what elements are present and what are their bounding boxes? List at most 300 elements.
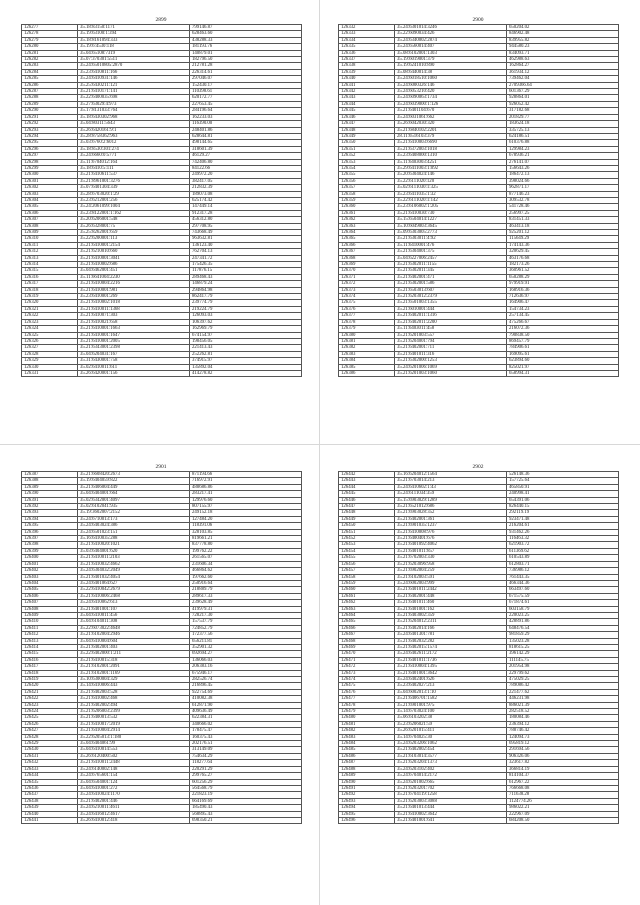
code-cell: 35.21:6703014:213 <box>395 478 507 484</box>
page-number: 2900 <box>472 17 484 23</box>
value-cell: 117876.15 <box>190 268 302 274</box>
row-id-cell: 126393 <box>22 510 78 516</box>
code-cell: 35.26:6328001:75 <box>78 223 190 229</box>
value-cell: 382417.05 <box>190 178 302 184</box>
value-cell: 625174.42 <box>190 197 302 203</box>
table-row <box>22 370 302 376</box>
row-id-cell: 126426 <box>22 721 78 727</box>
code-cell: 35.14:6703024:100 <box>395 709 507 715</box>
row-id-cell: 126461 <box>339 593 395 599</box>
value-cell: 226314.61 <box>190 69 302 75</box>
row-id-cell: 126328 <box>22 351 78 357</box>
value-cell: 135892.04 <box>190 364 302 370</box>
row-id-cell: 126331 <box>22 370 78 376</box>
value-cell: 761443.35 <box>507 574 619 580</box>
code-cell: 35.04:6404061:99 <box>78 741 190 747</box>
value-cell: 297046.07 <box>190 76 302 82</box>
code-cell: 35.21:6410611:537 <box>78 172 190 178</box>
code-cell: 35.21:6203204:1373 <box>395 760 507 766</box>
code-cell: 35.21:6410001:2154 <box>78 242 190 248</box>
code-cell: 35.22:6073022:4648 <box>78 625 190 631</box>
value-cell: 135023.28 <box>507 638 619 644</box>
page-number: 2902 <box>472 464 484 470</box>
row-id-cell: 126385 <box>339 364 395 370</box>
value-cell: 446231.98 <box>507 696 619 702</box>
value-cell: 361934.12 <box>507 69 619 75</box>
row-id-cell: 126395 <box>22 523 78 529</box>
code-cell: 35.24:6501023:151 <box>78 529 190 535</box>
row-id-cell: 126310 <box>22 236 78 242</box>
value-cell: 831451.33 <box>507 217 619 223</box>
value-cell: 212832.39 <box>190 185 302 191</box>
row-id-cell: 126327 <box>22 345 78 351</box>
code-cell: 35.21:6410004:1395 <box>395 664 507 670</box>
row-id-cell: 126373 <box>339 287 395 293</box>
row-id-cell: 126364 <box>339 230 395 236</box>
value-cell: 129976.60 <box>190 497 302 503</box>
value-cell: 396142.29 <box>507 651 619 657</box>
value-cell: 118277.64 <box>190 760 302 766</box>
value-cell: 678936.21 <box>507 153 619 159</box>
value-cell: 202176.51 <box>190 741 302 747</box>
code-cell: 35.19:6404059:822 <box>78 478 190 484</box>
row-id-cell: 126344 <box>339 101 395 107</box>
row-id-cell: 126445 <box>339 491 395 497</box>
value-cell: 839955.82 <box>507 37 619 43</box>
row-id-cell: 126372 <box>339 281 395 287</box>
code-cell: 35.21:6401001:107 <box>78 606 190 612</box>
row-id-cell: 126477 <box>339 696 395 702</box>
value-cell: 231606.34 <box>190 561 302 567</box>
page-panel-bottom-left <box>21 463 302 824</box>
value-cell: 886021.39 <box>507 702 619 708</box>
code-cell: 35.21:6401011:316 <box>395 351 507 357</box>
row-id-cell: 126458 <box>339 574 395 580</box>
row-id-cell: 126374 <box>339 294 395 300</box>
code-cell: 35.21:6402001:361 <box>395 516 507 522</box>
code-cell: 35.21:6203012:2379 <box>395 294 507 300</box>
code-cell: 35.04:6410004:604 <box>78 638 190 644</box>
code-cell: 35.21:6201003:557 <box>395 332 507 338</box>
row-id-cell: 126471 <box>339 657 395 663</box>
value-cell: 146879.24 <box>190 281 302 287</box>
row-id-cell: 126281 <box>22 50 78 56</box>
code-cell: 35.04:6410014:553 <box>78 747 190 753</box>
value-cell: 282526.74 <box>190 677 302 683</box>
value-cell: 628463.60 <box>190 31 302 37</box>
value-cell: 826440.15 <box>507 504 619 510</box>
row-id-cell: 126474 <box>339 677 395 683</box>
row-id-cell: 126332 <box>339 25 395 31</box>
value-cell: 227653.45 <box>190 101 302 107</box>
value-cell: 650204.02 <box>507 25 619 31</box>
row-id-cell: 126481 <box>339 721 395 727</box>
code-cell: 35.21:6840102:2201 <box>395 127 507 133</box>
value-cell: 712636.97 <box>507 294 619 300</box>
value-cell: 297708.95 <box>190 223 302 229</box>
code-cell: 35.21:6401013:444 <box>395 805 507 811</box>
value-cell: 620172.77 <box>190 95 302 101</box>
code-cell: 35.21:6400401:676 <box>395 536 507 542</box>
row-id-cell: 126406 <box>22 593 78 599</box>
code-cell: 35.18:6430302:968 <box>78 114 190 120</box>
code-cell: 35.21:6410001:1663 <box>78 326 190 332</box>
code-cell: 35.21:6410008:976 <box>395 529 507 535</box>
row-id-cell: 126325 <box>22 332 78 338</box>
value-cell: 926052.42 <box>507 101 619 107</box>
row-id-cell: 126368 <box>339 255 395 261</box>
code-cell: 35.21:6501003:1355 <box>395 300 507 306</box>
value-cell: 116390.00 <box>190 121 302 127</box>
code-cell: 35.21:6410015:318 <box>78 657 190 663</box>
row-id-cell: 126336 <box>339 50 395 56</box>
code-cell: 35.24:6710013:173 <box>78 516 190 522</box>
row-id-cell: 126435 <box>22 779 78 785</box>
code-cell: 35.25:8262001:659 <box>78 230 190 236</box>
row-id-cell: 126377 <box>339 313 395 319</box>
code-cell: 35.21:6102004:2946 <box>78 632 190 638</box>
table-row <box>339 370 619 376</box>
value-cell: 979919.91 <box>507 281 619 287</box>
row-id-cell: 126475 <box>339 683 395 689</box>
row-id-cell: 126408 <box>22 606 78 612</box>
value-cell: 671575.59 <box>507 593 619 599</box>
value-cell: 695819.12 <box>507 741 619 747</box>
value-cell: 465850.91 <box>507 484 619 490</box>
value-cell: 716972.91 <box>190 478 302 484</box>
code-cell: 35.21:6402011:2200 <box>395 319 507 325</box>
row-id-cell: 126301 <box>22 178 78 184</box>
value-cell: 181193.76 <box>190 44 302 50</box>
row-id-cell: 126280 <box>22 44 78 50</box>
code-cell: 35.17:8131033:764 <box>78 108 190 114</box>
row-id-cell: 126337 <box>339 57 395 63</box>
code-cell: 35.21:6204001:794 <box>395 338 507 344</box>
code-cell: 35.22:6400035:698 <box>78 95 190 101</box>
code-cell: 35.21:6102003:591 <box>395 574 507 580</box>
value-cell: 172377.56 <box>190 632 302 638</box>
row-id-cell: 126341 <box>339 82 395 88</box>
value-cell: 658994.31 <box>507 370 619 376</box>
value-cell: 462988.63 <box>507 57 619 63</box>
value-cell: 250916.64 <box>190 580 302 586</box>
value-cell: 656211.81 <box>190 638 302 644</box>
value-cell: 84122.66 <box>190 165 302 171</box>
value-cell: 736986.12 <box>507 568 619 574</box>
code-cell: 35.24:6090063:1734 <box>395 95 507 101</box>
code-cell: 35.21:6702003:330 <box>395 555 507 561</box>
code-cell: 35.22:6200001:113 <box>78 236 190 242</box>
row-id-cell: 126283 <box>22 63 78 69</box>
value-cell: 212781.28 <box>190 63 302 69</box>
row-id-cell: 126329 <box>22 358 78 364</box>
value-cell: 684208.50 <box>507 817 619 823</box>
code-cell: 35.26:6120400:502 <box>78 753 190 759</box>
value-cell: 837778.80 <box>190 542 302 548</box>
code-cell: 35.20:6304024:146 <box>395 172 507 178</box>
code-cell: 35.21:6410001:3041 <box>78 255 190 261</box>
code-cell: 35.18:6410:5:111 <box>78 165 190 171</box>
row-id-cell: 126361 <box>339 210 395 216</box>
value-cell: 825021.97 <box>507 364 619 370</box>
code-cell: 35.21:6402002:494 <box>78 702 190 708</box>
data-table <box>338 24 619 377</box>
code-cell: 35.21:6901035:1237 <box>395 523 507 529</box>
row-id-cell: 126379 <box>339 326 395 332</box>
row-id-cell: 126417 <box>22 664 78 670</box>
code-cell: 35.07:370301:5511 <box>78 57 190 63</box>
row-id-cell: 126278 <box>22 31 78 37</box>
value-cell: 189073.08 <box>190 191 302 197</box>
row-id-cell: 126416 <box>22 657 78 663</box>
value-cell: 115649.29 <box>507 236 619 242</box>
code-cell: 35.21:6410004:2914 <box>78 728 190 734</box>
row-id-cell: 126450 <box>339 523 395 529</box>
row-id-cell: 126334 <box>339 37 395 43</box>
code-cell: 35.21:6401104:670 <box>395 108 507 114</box>
row-id-cell: 126479 <box>339 709 395 715</box>
row-id-cell: 126298 <box>22 159 78 165</box>
row-id-cell: 126297 <box>22 153 78 159</box>
code-cell: 35.19:6019001:379 <box>395 57 507 63</box>
row-id-cell: 126399 <box>22 548 78 554</box>
row-id-cell: 126424 <box>22 709 78 715</box>
value-cell: 186472.13 <box>507 172 619 178</box>
row-id-cell: 126496 <box>339 817 395 823</box>
code-cell: 35.21:6401001:3642 <box>395 670 507 676</box>
code-cell: 35.11:6410001:476 <box>395 242 507 248</box>
value-cell: 1124774.26 <box>507 798 619 804</box>
row-id-cell: 126376 <box>339 306 395 312</box>
value-cell: 628644.81 <box>190 133 302 139</box>
code-cell: 35.21:6203003:3088 <box>395 798 507 804</box>
code-cell: 35.21:6410004:2216 <box>78 281 190 287</box>
code-cell: 35.24:6401064:627 <box>78 580 190 586</box>
value-cell: 923471.48 <box>507 516 619 522</box>
page-number: 2901 <box>155 464 167 470</box>
row-id-cell: 126340 <box>339 76 395 82</box>
row-id-cell: 126420 <box>22 683 78 689</box>
value-cell: 178475.47 <box>190 728 302 734</box>
code-cell: 35.24:6340002:2874 <box>395 37 507 43</box>
value-cell: 807155.97 <box>190 504 302 510</box>
value-cell: 221477.62 <box>507 689 619 695</box>
code-cell: 35.21:6521012:686 <box>395 504 507 510</box>
code-cell: 35.21:6103014:3577 <box>395 753 507 759</box>
row-id-cell: 126279 <box>22 37 78 43</box>
code-cell: 35.21:6410030:730 <box>395 210 507 216</box>
value-cell: 409636.49 <box>190 709 302 715</box>
code-cell: 35.21:6302011:345 <box>395 268 507 274</box>
value-cell: 46129.27 <box>190 153 302 159</box>
row-id-cell: 126333 <box>339 31 395 37</box>
value-cell: 160375.43 <box>190 734 302 740</box>
code-cell: 35.21:6402011:1316 <box>395 313 507 319</box>
value-cell: 183624.18 <box>507 121 619 127</box>
code-cell: 35.24:6416012:4617 <box>78 811 190 817</box>
row-id-cell: 126431 <box>22 753 78 759</box>
code-cell: 35.21:6402001:446 <box>78 798 190 804</box>
data-table <box>21 24 302 377</box>
code-cell: 35.21:6201003:1060 <box>395 370 507 376</box>
row-id-cell: 126282 <box>22 57 78 63</box>
row-id-cell: 126356 <box>339 178 395 184</box>
code-cell: 35.10:6049003:3645 <box>395 223 507 229</box>
code-cell: 35.04:80311:5643 <box>78 121 190 127</box>
row-id-cell: 126427 <box>22 728 78 734</box>
code-cell: 35.21:6372003:1018 <box>395 146 507 152</box>
row-id-cell: 126295 <box>22 140 78 146</box>
code-cell: 35.21:6410002:3642 <box>395 811 507 817</box>
value-cell: 240998.41 <box>507 491 619 497</box>
code-cell: 35.24:6403024:386 <box>78 523 190 529</box>
row-id-cell: 126338 <box>339 63 395 69</box>
row-id-cell: 126324 <box>22 326 78 332</box>
row-id-cell: 126492 <box>339 792 395 798</box>
value-cell: 289617.33 <box>190 593 302 599</box>
value-cell: 239628.49 <box>190 600 302 606</box>
value-cell: 962871.17 <box>507 185 619 191</box>
row-id-cell: 126482 <box>339 728 395 734</box>
row-id-cell: 126303 <box>22 191 78 197</box>
row-id-cell: 126277 <box>22 25 78 31</box>
value-cell: 846902.48 <box>507 31 619 37</box>
value-cell: 309532.78 <box>507 197 619 203</box>
row-id-cell: 126292 <box>22 121 78 127</box>
row-id-cell: 126314 <box>22 262 78 268</box>
row-id-cell: 126286 <box>22 82 78 88</box>
value-cell: 221413.43 <box>190 345 302 351</box>
value-cell: 129984.23 <box>507 146 619 152</box>
value-cell: 624186.51 <box>507 133 619 139</box>
row-id-cell: 126346 <box>339 114 395 120</box>
table-row <box>22 817 302 823</box>
code-cell: 35.04:6204031:167 <box>78 351 190 357</box>
row-id-cell: 126387 <box>22 472 78 478</box>
value-cell: 220023.25 <box>507 612 619 618</box>
value-cell: 175426.35 <box>190 262 302 268</box>
value-cell: 136066.03 <box>190 657 302 663</box>
value-cell: 360961.52 <box>507 268 619 274</box>
value-cell: 201954.98 <box>507 664 619 670</box>
value-cell: 180084.46 <box>507 715 619 721</box>
code-cell: 35.21:6608420:2673 <box>78 472 190 478</box>
value-cell: 2709366.64 <box>507 82 619 88</box>
code-cell: 35.22:6111020:1:142 <box>395 197 507 203</box>
code-cell: 35.24:6031061:662 <box>395 114 507 120</box>
code-cell: 35.04:6462001:451 <box>78 268 190 274</box>
row-id-cell: 126370 <box>339 268 395 274</box>
row-id-cell: 126434 <box>22 773 78 779</box>
code-cell: 35.19:6:4530:118 <box>78 44 190 50</box>
code-cell: 35.10:6300004:329 <box>78 677 190 683</box>
code-cell: 35.28:8758362:963 <box>78 133 190 139</box>
value-cell: 136123.40 <box>190 242 302 248</box>
row-id-cell: 126483 <box>339 734 395 740</box>
value-cell: 612871.90 <box>190 702 302 708</box>
row-id-cell: 126463 <box>339 606 395 612</box>
row-id-cell: 126308 <box>22 223 78 229</box>
code-cell: 35.24:6301014:3246 <box>395 25 507 31</box>
row-id-cell: 126409 <box>22 612 78 618</box>
code-cell: 35.21:6401011:2442 <box>395 587 507 593</box>
row-id-cell: 126459 <box>339 580 395 586</box>
code-cell: 35.21:6302000:1253 <box>395 358 507 364</box>
value-cell: 276141.07 <box>507 159 619 165</box>
row-id-cell: 126438 <box>22 798 78 804</box>
row-id-cell: 126489 <box>339 773 395 779</box>
row-id-cell: 126284 <box>22 69 78 75</box>
row-id-cell: 126462 <box>339 600 395 606</box>
code-cell: 35.21:6410003:6690 <box>395 140 507 146</box>
row-id-cell: 126362 <box>339 217 395 223</box>
value-cell: 621903.72 <box>507 542 619 548</box>
code-cell: 35.22:6402000:1:211 <box>78 651 190 657</box>
code-cell: 35.29:6411003:1:092 <box>395 165 507 171</box>
code-cell: 35.21:6410020:1021 <box>78 542 190 548</box>
value-cell: 366814.19 <box>507 766 619 772</box>
row-id-cell: 126326 <box>22 338 78 344</box>
code-cell: 35.23:6410001:269 <box>78 294 190 300</box>
row-id-cell: 126339 <box>339 69 395 75</box>
data-table <box>21 471 302 824</box>
code-cell: 35.21:6401011:460 <box>395 600 507 606</box>
value-cell: 318601.39 <box>190 146 302 152</box>
value-cell: 463413.18 <box>507 223 619 229</box>
code-cell: 35.21:6410002:686 <box>78 262 190 268</box>
row-id-cell: 126491 <box>339 785 395 791</box>
code-cell: 35.21:6902004:259 <box>395 568 507 574</box>
value-cell: 414278.82 <box>190 370 302 376</box>
row-id-cell: 126360 <box>339 204 395 210</box>
row-id-cell: 126493 <box>339 798 395 804</box>
page-panel-top-left <box>21 16 302 377</box>
row-id-cell: 126452 <box>339 536 395 542</box>
value-cell: 675946.17 <box>190 670 302 676</box>
value-cell: 944580.23 <box>507 44 619 50</box>
row-id-cell: 126442 <box>339 472 395 478</box>
row-id-cell: 126428 <box>22 734 78 740</box>
code-cell: 35.04:6227006:2457 <box>395 255 507 261</box>
code-cell: 35.21:6206003:2399 <box>78 709 190 715</box>
row-id-cell: 126300 <box>22 172 78 178</box>
code-cell: 35.26:6420001:156 <box>78 370 190 376</box>
row-id-cell: 126317 <box>22 281 78 287</box>
code-cell: 35.19:3602007:2152 <box>78 510 190 516</box>
code-cell: 35.21:6503013:607 <box>395 287 507 293</box>
value-cell: 162233.03 <box>190 114 302 120</box>
value-cell: 328103.85 <box>190 529 302 535</box>
value-cell: 456312.80 <box>190 217 302 223</box>
code-cell: 35.02:6102041:935 <box>78 504 190 510</box>
code-cell: 35.16:6204012:1564 <box>395 472 507 478</box>
row-id-cell: 126306 <box>22 210 78 216</box>
row-id-cell: 126350 <box>339 140 395 146</box>
row-id-cell: 126357 <box>339 185 395 191</box>
value-cell: 323617.82 <box>507 760 619 766</box>
row-id-cell: 126290 <box>22 108 78 114</box>
row-id-cell: 126397 <box>22 536 78 542</box>
table-row <box>339 817 619 823</box>
value-cell: 247341.72 <box>190 255 302 261</box>
code-cell: 35.04:6002013:1:10 <box>395 689 507 695</box>
code-cell: 35.21:6403002:359 <box>395 612 507 618</box>
row-id-cell: 126296 <box>22 146 78 152</box>
code-cell: 35.21:6401032:4054 <box>78 574 190 580</box>
code-cell: 35.24:6410931:146 <box>78 76 190 82</box>
row-id-cell: 126421 <box>22 689 78 695</box>
value-cell: 877146.23 <box>507 191 619 197</box>
